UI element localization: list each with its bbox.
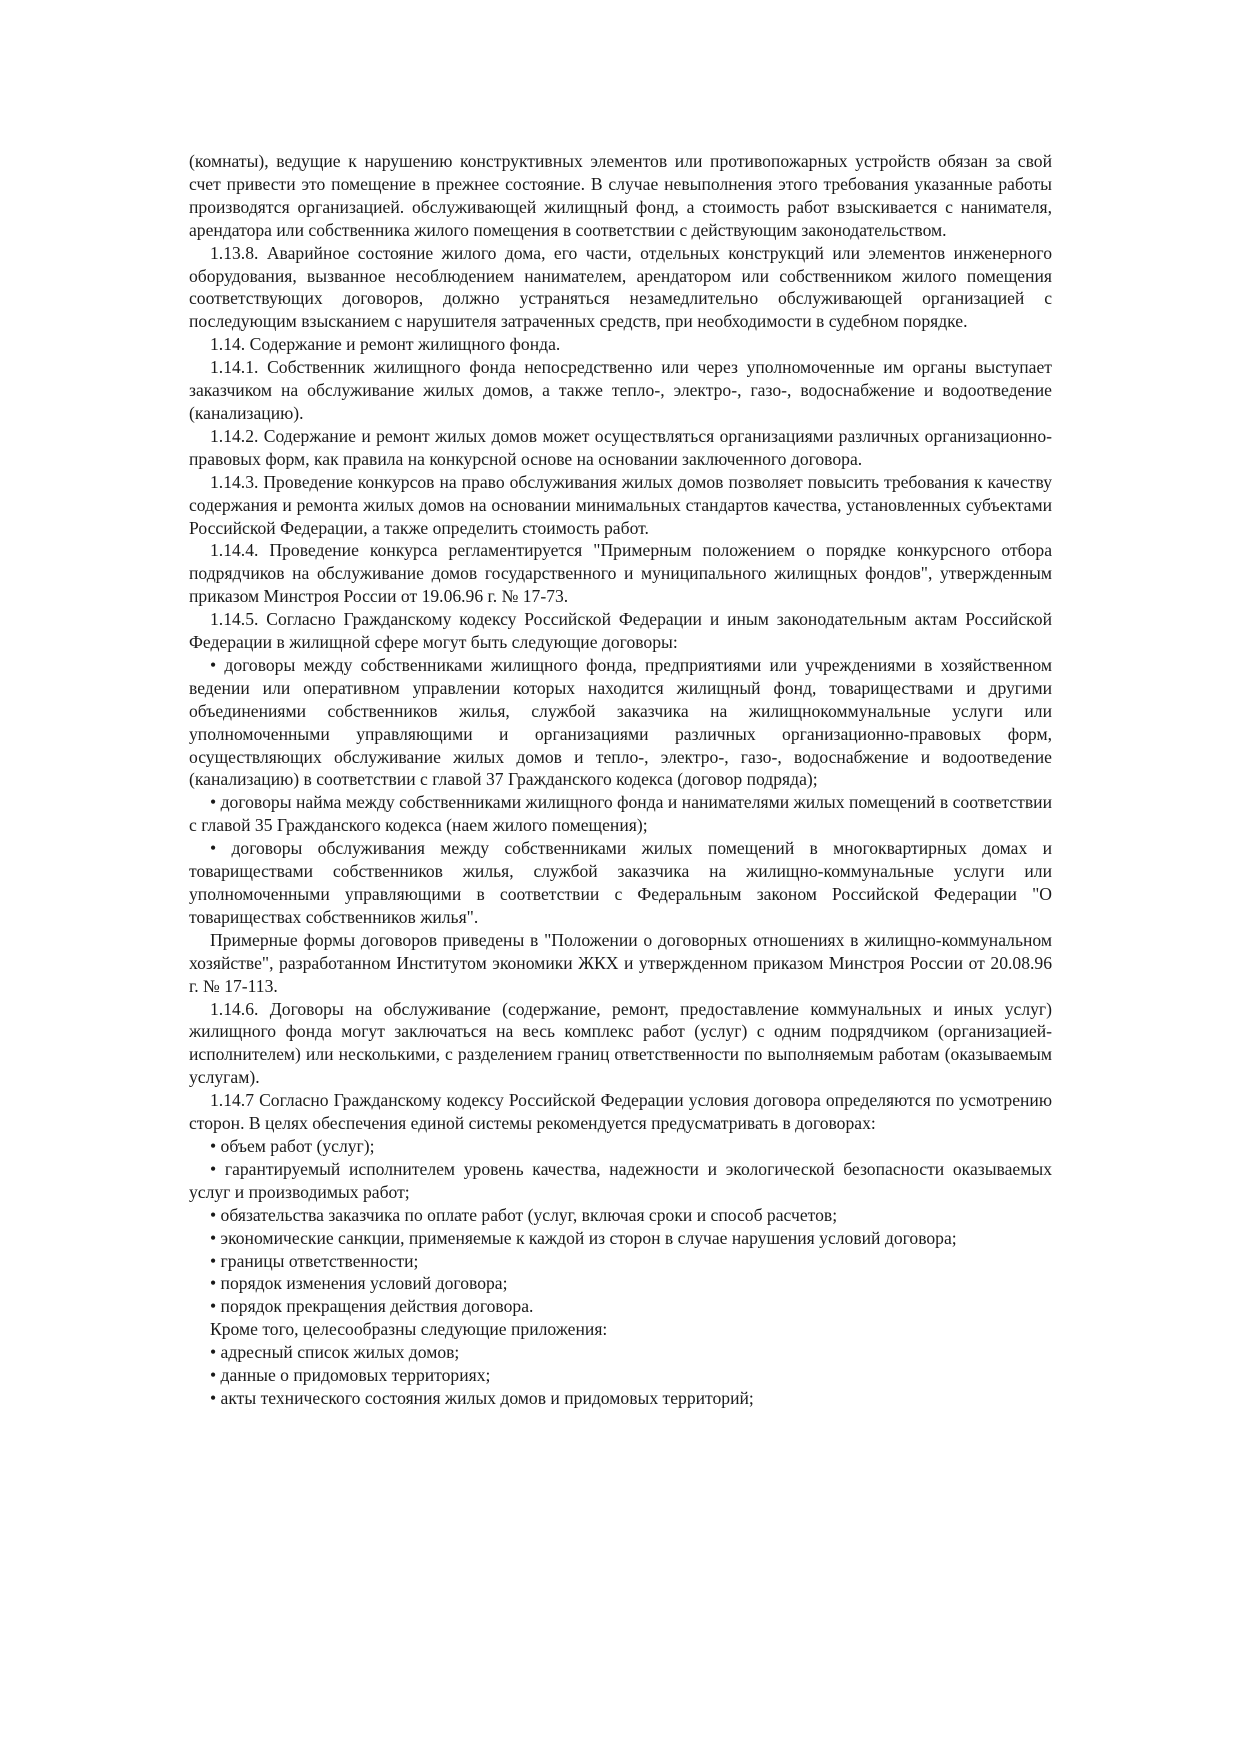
list-item: • договоры между собственниками жилищного фонда, предприятиями или учреждениями в хозяйственном ведении или оперативном управлении которых находится жилищный фонд, товариществами и другими объединениями собственников жилья, службой заказчика на жилищнокоммунальные услуги или уполномоченными управляющими и организациями различных организационно-правовых форм, осуществляющих обслуживание жилых домов и тепло-, электро-, газо-, водоснабжение и водоотведение (канализацию) в соответствии с главой 37 Гражданского кодекса (договор подряда); — [189, 654, 1052, 790]
paragraph: 1.14.4. Проведение конкурса регламентируется "Примерным положением о порядке конкурсного отбора подрядчиков на обслуживание домов государственного и муниципального жилищных фондов", утвержденным приказом Минстроя России от 19.06.96 г. № 17-73. — [189, 540, 1052, 607]
list-item: • границы ответственности; — [210, 1250, 419, 1271]
paragraph: 1.14.5. Согласно Гражданскому кодексу Российской Федерации и иным законодательным актам Российской Федерации в жилищной сфере могут быть следующие договоры: — [189, 609, 1052, 653]
list-item: • обязательства заказчика по оплате работ (услуг, включая сроки и способ расчетов; — [210, 1204, 838, 1225]
paragraph: 1.13.8. Аварийное состояние жилого дома, его части, отдельных конструкций или элементов инженерного оборудования, вызванное несоблюдением нанимателем, арендатором или собственником жилого помещения соответствующих договоров, должно устраняться незамедлительно обслуживающей организацией с последующим взысканием с нарушителя затраченных средств, при необходимости в судебном порядке. — [189, 242, 1052, 332]
list-item: • данные о придомовых территориях; — [210, 1365, 491, 1386]
paragraph: Кроме того, целесообразны следующие приложения: — [210, 1319, 608, 1340]
paragraph: 1.14.6. Договоры на обслуживание (содержание, ремонт, предоставление коммунальных и иных услуг) жилищного фонда могут заключаться на весь комплекс работ (услуг) с одним подрядчиком (организацией-исполнителем) или несколькими, с разделением границ ответственности по выполняемым работам (оказываемым услугам). — [189, 998, 1052, 1088]
paragraph: Примерные формы договоров приведены в "Положении о договорных отношениях в жилищно-коммунальном хозяйстве", разработанном Институтом экономики ЖКХ и утвержденном приказом Минстроя России от 20.08.96 г. № 17-113. — [189, 929, 1052, 996]
list-item: • экономические санкции, применяемые к каждой из сторон в случае нарушения условий договора; — [210, 1227, 957, 1248]
list-item: • акты технического состояния жилых домов и придомовых территорий; — [210, 1387, 754, 1408]
list-item: • договоры найма между собственниками жилищного фонда и нанимателями жилых помещений в соответствии с главой 35 Гражданского кодекса (наем жилого помещения); — [189, 792, 1052, 836]
section-heading: 1.14. Содержание и ремонт жилищного фонда. — [210, 334, 561, 355]
paragraph: 1.14.3. Проведение конкурсов на право обслуживания жилых домов позволяет повысить требования к качеству содержания и ремонта жилых домов на основании минимальных стандартов качества, установленных субъектами Российской Федерации, а также определить стоимость работ. — [189, 471, 1052, 538]
list-item: • адресный список жилых домов; — [210, 1342, 460, 1363]
list-item: • гарантируемый исполнителем уровень качества, надежности и экологической безопасности оказываемых услуг и производимых работ; — [189, 1158, 1052, 1202]
paragraph: 1.14.1. Собственник жилищного фонда непосредственно или через уполномоченные им органы выступает заказчиком на обслуживание жилых домов, а также тепло-, электро-, газо-, водоснабжение и водоотведение (канализацию). — [189, 357, 1052, 423]
paragraph: 1.14.7 Согласно Гражданскому кодексу Российской Федерации условия договора определяются по усмотрению сторон. В целях обеспечения единой системы рекомендуется предусматривать в договорах: — [189, 1090, 1052, 1134]
document-body — [189, 150, 1052, 1410]
list-item: • порядок изменения условий договора; — [210, 1273, 508, 1294]
list-item: • договоры обслуживания между собственниками жилых помещений в многоквартирных домах и товариществами собственников жилья, службой заказчика на жилищно-коммунальные услуги или уполномоченными управляющими в соответствии с Федеральным законом Российской Федерации "О товариществах собственников жилья". — [189, 838, 1052, 927]
list-item: • порядок прекращения действия договора. — [210, 1296, 534, 1317]
list-item: • объем работ (услуг); — [210, 1135, 375, 1156]
paragraph: 1.14.2. Содержание и ремонт жилых домов может осуществляться организациями различных организационно-правовых форм, как правила на конкурсной основе на основании заключенного договора. — [189, 425, 1052, 469]
paragraph: (комнаты), ведущие к нарушению конструктивных элементов или противопожарных устройств обязан за свой счет привести это помещение в прежнее состояние. В случае невыполнения этого требования указанные работы производятся организацией. обслуживающей жилищный фонд, а стоимость работ взыскивается с нанимателя, арендатора или собственника жилого помещения в соответствии с действующим законодательством. — [189, 151, 1052, 240]
